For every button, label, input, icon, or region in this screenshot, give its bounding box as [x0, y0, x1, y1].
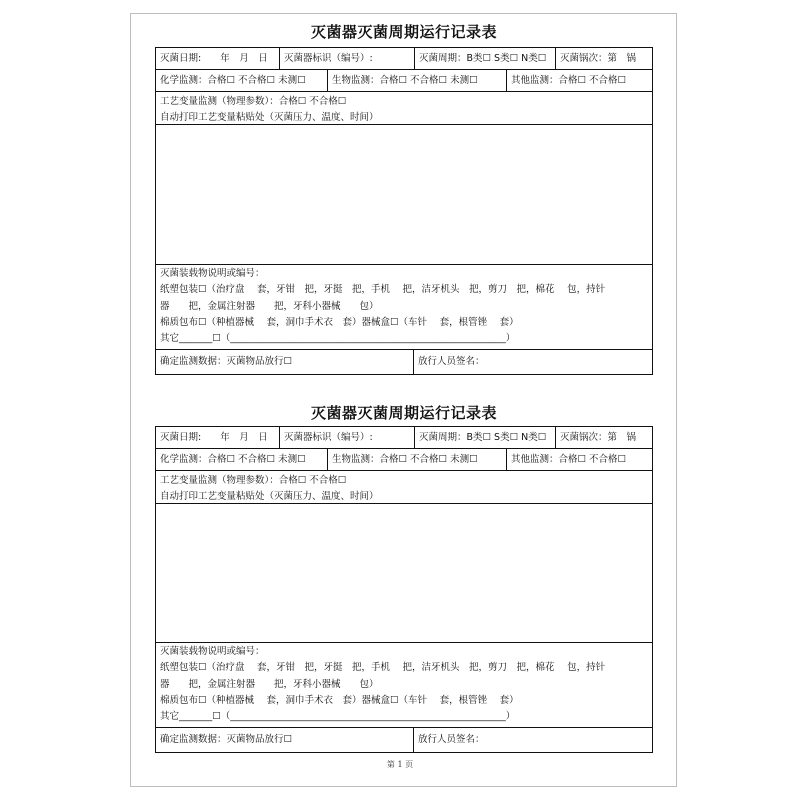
header-row [156, 427, 652, 449]
load-row [156, 265, 652, 350]
load-section [156, 265, 609, 349]
chemical-monitoring-field[interactable]: 化学监测：合格☐ 不合格☐ 未测☐ [156, 449, 328, 470]
form-table [155, 426, 653, 753]
cycle-type-field[interactable]: 灭菌周期：B类☐ S类☐ N类☐ [415, 48, 556, 69]
other-monitoring-field[interactable]: 其他监测：合格☐ 不合格☐ [511, 454, 627, 465]
load-line-paper-plastic-cont[interactable]: 器 把，金属注射器 把，牙科小器械 包） [160, 678, 379, 690]
load-line-paper-plastic[interactable]: 纸塑包装☐（治疗盘 套，牙钳 把，牙挺 把，手机 把，洁牙机头 把，剪刀 把，棉花 包，持针 [160, 662, 606, 674]
sterilizer-id-field[interactable]: 灭菌器标识（编号）: [280, 427, 415, 448]
load-title: 灭菌装载物说明或编号： [160, 646, 265, 657]
other-monitoring-field[interactable]: 其他监测：合格☐ 不合格☐ [511, 75, 627, 86]
load-section [156, 643, 609, 727]
release-field[interactable]: 确定监测数据：灭菌物品放行☐ [156, 350, 414, 374]
monitoring-row [156, 449, 652, 471]
biological-monitoring-field[interactable]: 生物监测：合格☐ 不合格☐ 未测☐ [328, 70, 507, 91]
signature-field[interactable]: 放行人员签名： [418, 356, 485, 367]
record-form-1 [155, 22, 653, 375]
form-table [155, 47, 653, 375]
load-line-paper-plastic-cont[interactable]: 器 把，金属注射器 把，牙科小器械 包） [160, 300, 379, 312]
release-row [156, 728, 652, 752]
batch-number-field[interactable]: 灭菌锅次：第 锅 [560, 53, 637, 64]
form-title: 灭菌器灭菌周期运行记录表 [310, 404, 497, 422]
page-number: 第 1 页 [386, 760, 414, 769]
sterilizer-id-field[interactable]: 灭菌器标识（编号）: [280, 48, 415, 69]
load-line-paper-plastic[interactable]: 纸塑包装☐（治疗盘 套，牙钳 把，牙挺 把，手机 把，洁牙机头 把，剪刀 把，棉花 包，持针 [160, 284, 606, 296]
batch-number-field[interactable]: 灭菌锅次：第 锅 [560, 432, 637, 443]
monitoring-row [156, 70, 652, 92]
load-line-other[interactable]: 其它_______☐（__________________________________________________________） [160, 711, 516, 723]
load-line-cotton-box[interactable]: 棉质包布☐（种植器械 套，洞巾手术衣 套）器械盒☐（车针 套，根管锉 套） [160, 694, 519, 706]
print-attach-label: 自动打印工艺变量粘贴处（灭菌压力、温度、时间） [160, 112, 379, 123]
record-form-2 [155, 403, 653, 753]
load-title: 灭菌装载物说明或编号： [160, 268, 265, 279]
signature-field[interactable]: 放行人员签名： [418, 734, 485, 745]
process-section [156, 471, 383, 503]
print-attach-label: 自动打印工艺变量粘贴处（灭菌压力、温度、时间） [160, 491, 379, 502]
form-title: 灭菌器灭菌周期运行记录表 [310, 23, 497, 41]
sterilization-date-field[interactable]: 灭菌日期: 年 月 日 [156, 48, 280, 69]
load-row [156, 643, 652, 728]
header-row [156, 48, 652, 70]
load-line-other[interactable]: 其它_______☐（__________________________________________________________） [160, 333, 516, 345]
release-row [156, 350, 652, 374]
chemical-monitoring-field[interactable]: 化学监测：合格☐ 不合格☐ 未测☐ [156, 70, 328, 91]
process-variable-field[interactable]: 工艺变量监测（物理参数）：合格☐ 不合格☐ [160, 96, 347, 107]
process-section [156, 92, 383, 124]
process-variable-field[interactable]: 工艺变量监测（物理参数）：合格☐ 不合格☐ [160, 475, 347, 486]
process-row [156, 92, 652, 125]
process-row [156, 471, 652, 504]
release-field[interactable]: 确定监测数据：灭菌物品放行☐ [156, 728, 414, 752]
print-paste-area[interactable] [156, 504, 652, 643]
sterilization-date-field[interactable]: 灭菌日期: 年 月 日 [156, 427, 280, 448]
load-line-cotton-box[interactable]: 棉质包布☐（种植器械 套，洞巾手术衣 套）器械盒☐（车针 套，根管锉 套） [160, 316, 519, 328]
biological-monitoring-field[interactable]: 生物监测：合格☐ 不合格☐ 未测☐ [328, 449, 507, 470]
print-paste-area[interactable] [156, 125, 652, 265]
cycle-type-field[interactable]: 灭菌周期：B类☐ S类☐ N类☐ [415, 427, 556, 448]
